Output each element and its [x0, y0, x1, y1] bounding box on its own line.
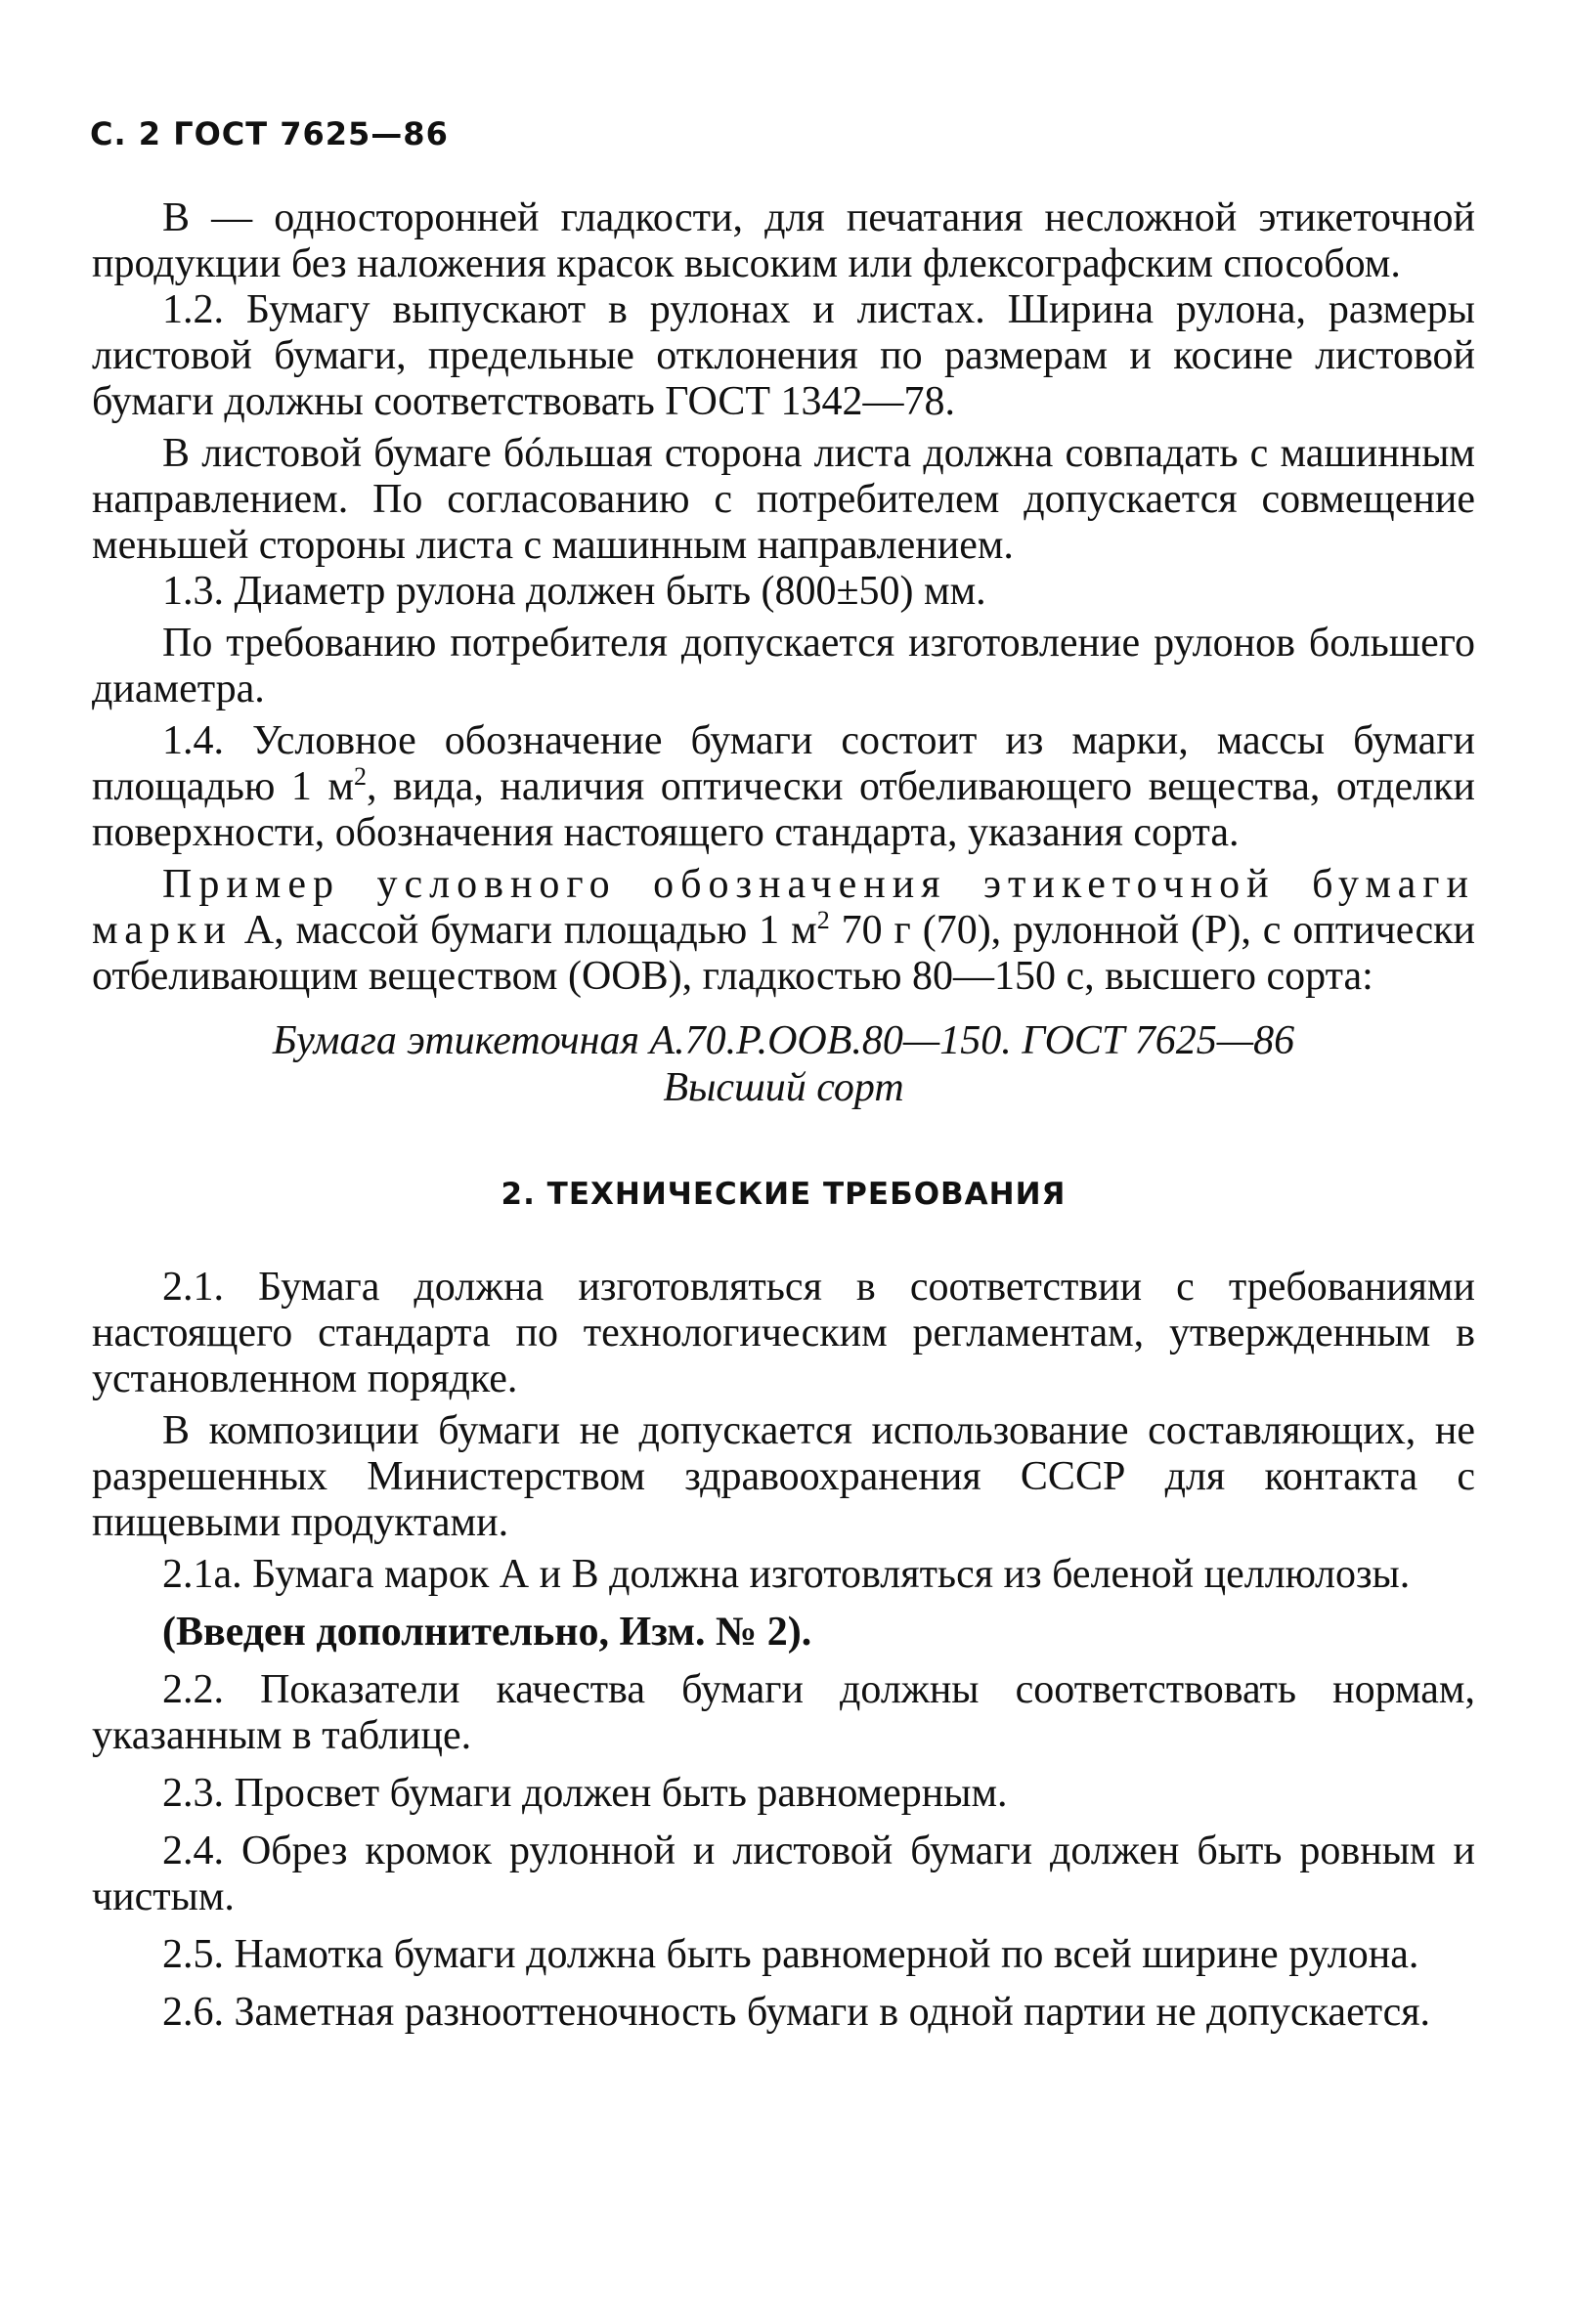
paragraph-example — [92, 862, 1475, 1000]
designation-example — [92, 1017, 1475, 1111]
designation-line-1: Бумага этикеточная А.70.Р.ООВ.80—150. ГОСТ 7625—86 — [272, 1018, 1295, 1063]
paragraph-2-5: 2.5. Намотка бумаги должна быть равномерной по всей ширине рулона. — [162, 1932, 1419, 1977]
paragraph-2-1: 2.1. Бумага должна изготовляться в соответствии с требованиями настоящего стандарта по технологическим регламентам, утвержденным в установленном порядке. — [92, 1265, 1475, 1401]
paragraph-1-4-text-b: , вида, наличия оптически отбеливающего вещества, отделки поверхности, обозначения настоящего стандарта, указания сорта. — [92, 764, 1475, 855]
paragraph-larger-diameter: По требованию потребителя допускается изготовление рулонов большего диаметра. — [92, 621, 1475, 711]
example-superscript: 2 — [816, 906, 830, 934]
page-header: С. 2 ГОСТ 7625—86 — [90, 115, 449, 152]
paragraph-2-3: 2.3. Просвет бумаги должен быть равномерным. — [162, 1771, 1008, 1816]
paragraph-sheet-direction: В листовой бумаге бóльшая сторона листа должна совпадать с машинным направлением. По согласованию с потребителем допускается совмещение меньшей стороны листа с машинным направлением. — [92, 431, 1475, 568]
example-text-a: А, массой бумаги площадью 1 м — [232, 908, 817, 953]
document-body — [92, 195, 1475, 2036]
example-label: Пример условного обозначения этикеточной бумаги марки — [92, 862, 1475, 953]
paragraph-2-2: 2.2. Показатели качества бумаги должны соответствовать нормам, указанным в таблице. — [92, 1667, 1475, 1758]
paragraph-2-1a: 2.1а. Бумага марок А и В должна изготовляться из беленой целлюлозы. — [162, 1552, 1411, 1597]
paragraph-1-4 — [92, 718, 1475, 856]
paragraph-1-3: 1.3. Диаметр рулона должен быть (800±50) мм. — [162, 569, 986, 614]
amendment-note: (Введен дополнительно, Изм. № 2). — [162, 1610, 812, 1655]
example-text-b: 70 г (70), рулонной (Р), с оптически отбеливающим веществом (ООВ), гладкостью 80—150 с, высшего сорта: — [92, 908, 1475, 999]
section-title: 2. ТЕХНИЧЕСКИЕ ТРЕБОВАНИЯ — [501, 1177, 1067, 1212]
paragraph-composition: В композиции бумаги не допускается использование составляющих, не разрешенных Министерством здравоохранения СССР для контакта с пищевыми продуктами. — [92, 1408, 1475, 1545]
paragraph-2-4: 2.4. Обрез кромок рулонной и листовой бумаги должен быть ровным и чистым. — [92, 1829, 1475, 1919]
designation-line-2: Высший сорт — [663, 1065, 904, 1110]
paragraph-grade-v: В — односторонней гладкости, для печатания несложной этикеточной продукции без наложения красок высоким или флексографским способом. — [92, 195, 1475, 286]
paragraph-1-4-text-a: 1.4. Условное обозначение бумаги состоит из марки, массы бумаги площадью 1 м — [92, 718, 1475, 809]
superscript-square: 2 — [354, 762, 367, 791]
paragraph-2-6: 2.6. Заметная разнооттеночность бумаги в одной партии не допускается. — [162, 1990, 1431, 2035]
paragraph-1-2: 1.2. Бумагу выпускают в рулонах и листах. Ширина рулона, размеры листовой бумаги, предельные отклонения по размерам и косине листовой бумаги должны соответствовать ГОСТ 1342—78. — [92, 287, 1475, 424]
